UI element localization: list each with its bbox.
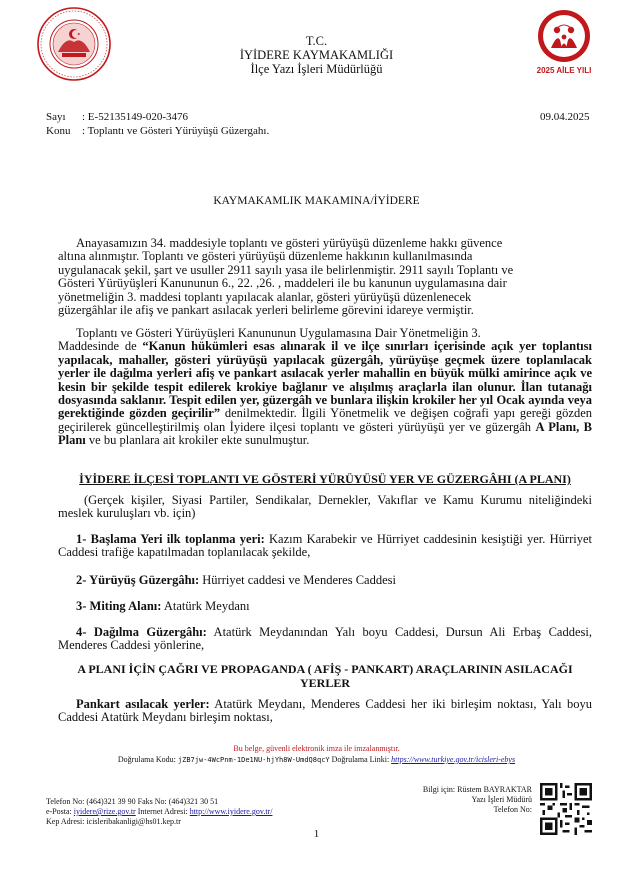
item-4-text: Atatürk Meydanından Yalı boyu Caddesi, Dursun Ali Erbaş Caddesi, Menderes Caddesi yönlerine, [58, 625, 592, 653]
p2-intro: Toplantı ve Gösteri Yürüyüşleri Kanununun Uygulamasına Dair Yönetmeliğin 3. [76, 326, 481, 340]
paragraph-1 [58, 237, 592, 317]
verify-code: jZB7jw-4WcPnm-1De1NU-hjYh8W-UmdQ8qcY [177, 756, 330, 764]
verify-link[interactable]: https://www.turkiye.gov.tr/icisleri-ebys [391, 755, 516, 764]
email-web-line [46, 807, 272, 817]
item-2 [58, 574, 592, 587]
p1-line: güzergâhlar ile afiş ve pankart asılacak yerleri belirleme görevini idareye vermiştir. [58, 303, 474, 318]
header-institution: İYİDERE KAYMAKAMLIĞI [239, 48, 394, 62]
section-a-plan-title: İYİDERE İLÇESİ TOPLANTI VE GÖSTERİ YÜRÜYÜSÜ YER VE GÜZERGÂHI (A PLANI) [79, 472, 571, 486]
scope-text: (Gerçek kişiler, Siyasi Partiler, Sendikalar, Dernekler, Vakıflar ve Kamu Kurumu niteliğindeki meslek kuruluşları vb. için) [58, 493, 592, 521]
verification-line [0, 755, 633, 765]
page-number: 1 [313, 828, 320, 840]
item-2-label: 2- Yürüyüş Güzergâhı: [76, 573, 200, 587]
info-contact [380, 785, 532, 815]
paragraph-2 [58, 327, 592, 448]
item-2-text: Hürriyet caddesi ve Menderes Caddesi [199, 573, 396, 587]
item-4-label: 4- Dağılma Güzergâhı: [76, 625, 207, 639]
info-person: Bilgi için: Rüstem BAYRAKTAR [422, 785, 532, 794]
p2-plans: A Planı, B Planı [58, 419, 592, 448]
pankart-locations [58, 698, 592, 725]
item-3-label: 3- Miting Alanı: [76, 599, 162, 613]
info-title: Yazı İşleri Müdürü [471, 795, 532, 804]
p1-line: uygulanacak şekil, şart ve usuller 2911 sayılı yasa ile belirlenmiştir. 2911 sayılı Toplantı ve [58, 262, 514, 277]
email-link[interactable]: iyidere@rize.gov.tr [73, 807, 136, 816]
phone-fax: Telefon No: (464)321 39 90 Faks No: (464)321 30 51 [46, 797, 219, 806]
konu-label: Konu [46, 125, 71, 137]
sayi-value: : E-52135149-020-3476 [82, 111, 189, 123]
item-4 [58, 626, 592, 653]
web-link[interactable]: http://www.iyidere.gov.tr/ [189, 807, 273, 816]
pankart-text: Atatürk Meydanı, Menderes Caddesi her iki birleşim noktası, Yalı boyu Caddesi Atatürk Meydanı birleşim noktası, [58, 697, 593, 725]
p2-after: denilmektedir. İlgili Yönetmelik ve değişen coğrafi yapı gereği gözden geçirilerek güncelleştirilmiş olan İyidere ilçesi toplantı ve gösteri yürüyüşü yer ve güzergâh [58, 406, 593, 434]
pankart-label: Pankart asılacak yerler: [76, 697, 210, 711]
item-3-text: Atatürk Meydanı [161, 599, 250, 613]
family-year-text: 2025 AİLE YILI [536, 66, 592, 75]
sayi-label: Sayı [46, 111, 66, 123]
header-department: İlçe Yazı İşleri Müdürlüğü [250, 62, 383, 76]
p2-end: ve bu planlara ait krokiler ekte sunulmuştur. [85, 433, 310, 448]
p1-line: altına alınmıştır. Toplantı ve gösteri yürüyüşü düzenleme hakkının kullanılmasında [58, 249, 473, 264]
konu-value: : Toplantı ve Gösteri Yürüyüşü Güzergahı. [82, 125, 270, 137]
section-propaganda-title-2: YERLER [299, 676, 350, 690]
item-1 [58, 533, 592, 560]
p2-quote: “Kanun hükümleri esas alınarak il ve ilçe sınırları içerisinde açık yer toplantısı yapılacak, mahaller, gösteri yürüyüşü yapılacak güzergâh, yürüyüşe geçmek üzere toplanılacak yerler ile dağılma yerleri afiş ve pankart asılacak yerler mahallin en büyük mülki amirince açık ve kesin bir şekilde tespit edilerek krokiye bağlanır ve alışılmış araçlarla ilan olunur. İlan tutanağı dosyasında saklanır. Tespit edilen yer, güzergâh ve bunlara ilişkin krokiler her yıl Ocak ayında veya gerektiğinde gözden geçirilir” [58, 339, 592, 421]
item-3 [58, 600, 592, 613]
p2-lead: Maddesinde de [58, 339, 143, 354]
p1-line: Gösteri Yürüyüşleri Kanununun 6., 22. ,26. , maddeleri ile bu kanunun uygulamasına dair [58, 276, 507, 291]
section-propaganda-title-1: A PLANI İÇİN ÇAĞRI VE PROPAGANDA ( AFİŞ - PANKART) ARAÇLARININ ASILACAĞI [77, 662, 573, 676]
kep-label: Kep Adresi: [46, 817, 85, 826]
kep-address: icisleribakanligi@hs01.kep.tr [86, 817, 181, 826]
web-label: Internet Adresi: [137, 807, 188, 816]
item-1-text: Kazım Karabekir ve Hürriyet caddesinin kesiştiği yer. Hürriyet Caddesi trafiğe kapatılmadan toplanılacak şekilde, [58, 532, 592, 560]
document-date: 09.04.2025 [540, 111, 590, 123]
item-1-label: 1- Başlama Yeri ilk toplanma yeri: [76, 532, 265, 546]
info-phone: Telefon No: [493, 805, 532, 814]
p1-line: Anayasamızın 34. maddesiyle toplantı ve gösteri yürüyüşü düzenleme hakkı güvence [76, 236, 503, 250]
verify-link-label: Doğrulama Linki: [331, 755, 390, 764]
addressee: KAYMAKAMLIK MAKAMINA/İYİDERE [213, 195, 420, 207]
verify-label: Doğrulama Kodu: [117, 755, 176, 764]
esign-note: Bu belge, güvenli elektronik imza ile imzalanmıştır. [233, 744, 400, 753]
kep-line [46, 817, 181, 827]
header-tc: T.C. [305, 34, 328, 48]
p2-body [58, 340, 592, 447]
p1-line: yönetmeliğin 3. maddesi toplantı yapılacak alanlar, gösteri yürüyüşü düzenlenecek [58, 289, 472, 304]
email-label: e-Posta: [46, 807, 72, 816]
